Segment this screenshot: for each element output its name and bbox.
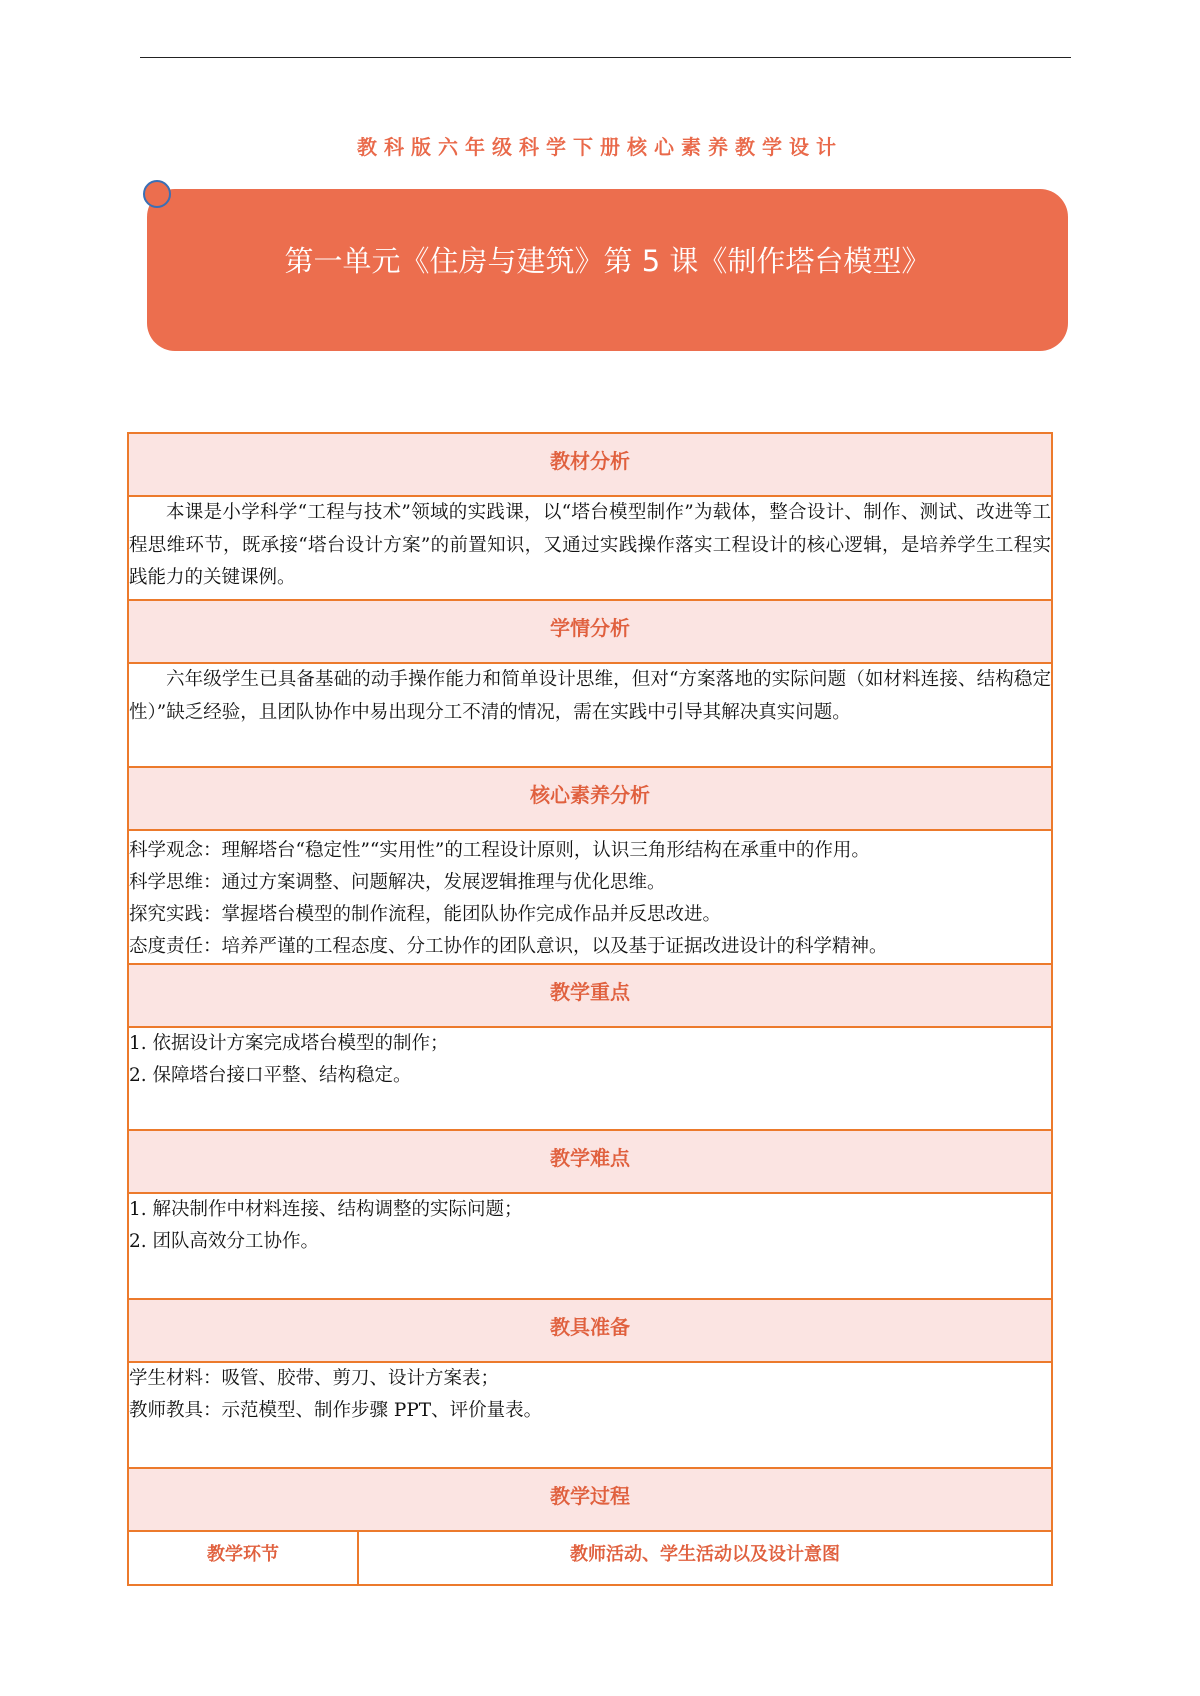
section-header-row xyxy=(128,964,1052,1027)
lesson-plan-table xyxy=(127,432,1053,1586)
section-heading: 教学重点 xyxy=(550,980,630,1004)
column-heading: 教学环节 xyxy=(207,1544,279,1565)
process-col-stage xyxy=(128,1531,358,1585)
header-rule xyxy=(140,57,1071,58)
section-body-row xyxy=(128,496,1052,600)
student-analysis-header xyxy=(128,600,1052,663)
section-header-row xyxy=(128,600,1052,663)
core-literacy-header xyxy=(128,767,1052,830)
paragraph: 本课是小学科学“工程与技术”领域的实践课，以“塔台模型制作”为载体，整合设计、制作、测试、改进等工程思维环节，既承接“塔台设计方案”的前置知识，又通过实践操作落实工程设计的核心逻辑，是培养学生工程实践能力的关键课例。 xyxy=(129,502,1051,588)
section-header-row xyxy=(128,1468,1052,1531)
key-points-header xyxy=(128,964,1052,1027)
textbook-analysis-body xyxy=(128,496,1052,600)
section-heading: 教学难点 xyxy=(550,1146,630,1170)
column-heading: 教师活动、学生活动以及设计意图 xyxy=(570,1544,840,1565)
list-item: 科学思维：通过方案调整、问题解决，发展逻辑推理与优化思维。 xyxy=(129,872,666,893)
paragraph: 六年级学生已具备基础的动手操作能力和简单设计思维，但对“方案落地的实际问题（如材料连接、结构稳定性）”缺乏经验，且团队协作中易出现分工不清的情况，需在实践中引导其解决真实问题。 xyxy=(129,669,1051,723)
lesson-title: 第一单元《住房与建筑》第 5 课《制作塔台模型》 xyxy=(284,244,931,278)
section-body-row xyxy=(128,1027,1052,1130)
list-item: 2. 保障塔台接口平整、结构稳定。 xyxy=(129,1065,412,1086)
materials-body xyxy=(128,1362,1052,1468)
difficulties-header xyxy=(128,1130,1052,1193)
key-points-body xyxy=(128,1027,1052,1130)
list-item: 科学观念：理解塔台“稳定性”“实用性”的工程设计原则，认识三角形结构在承重中的作用。 xyxy=(129,840,870,861)
list-item: 探究实践：掌握塔台模型的制作流程，能团队协作完成作品并反思改进。 xyxy=(129,904,722,925)
section-header-row xyxy=(128,433,1052,496)
section-heading: 教学过程 xyxy=(550,1484,630,1508)
process-column-header-row xyxy=(128,1531,1052,1585)
section-body-row xyxy=(128,1193,1052,1299)
process-header xyxy=(128,1468,1052,1531)
process-col-activities xyxy=(358,1531,1052,1585)
section-heading: 核心素养分析 xyxy=(530,783,650,807)
section-body-row xyxy=(128,830,1052,964)
list-item: 1. 依据设计方案完成塔台模型的制作； xyxy=(129,1033,449,1054)
section-heading: 学情分析 xyxy=(550,616,630,640)
textbook-analysis-header xyxy=(128,433,1052,496)
section-body-row xyxy=(128,663,1052,767)
materials-header xyxy=(128,1299,1052,1362)
list-item: 1. 解决制作中材料连接、结构调整的实际问题； xyxy=(129,1199,523,1220)
section-heading: 教具准备 xyxy=(550,1315,630,1339)
section-header-row xyxy=(128,1299,1052,1362)
list-item: 态度责任：培养严谨的工程态度、分工协作的团队意识，以及基于证据改进设计的科学精神。 xyxy=(129,936,888,957)
section-header-row xyxy=(128,767,1052,830)
difficulties-body xyxy=(128,1193,1052,1299)
section-header-row xyxy=(128,1130,1052,1193)
series-title: 教科版六年级科学下册核心素养教学设计 xyxy=(357,135,843,159)
section-heading: 教材分析 xyxy=(550,449,630,473)
core-literacy-body xyxy=(128,830,1052,964)
student-analysis-body xyxy=(128,663,1052,767)
banner-dot-decoration xyxy=(143,180,171,208)
list-item: 2. 团队高效分工协作。 xyxy=(129,1231,320,1252)
list-item: 学生材料：吸管、胶带、剪刀、设计方案表； xyxy=(129,1368,500,1389)
list-item: 教师教具：示范模型、制作步骤 PPT、评价量表。 xyxy=(129,1400,543,1421)
section-body-row xyxy=(128,1362,1052,1468)
